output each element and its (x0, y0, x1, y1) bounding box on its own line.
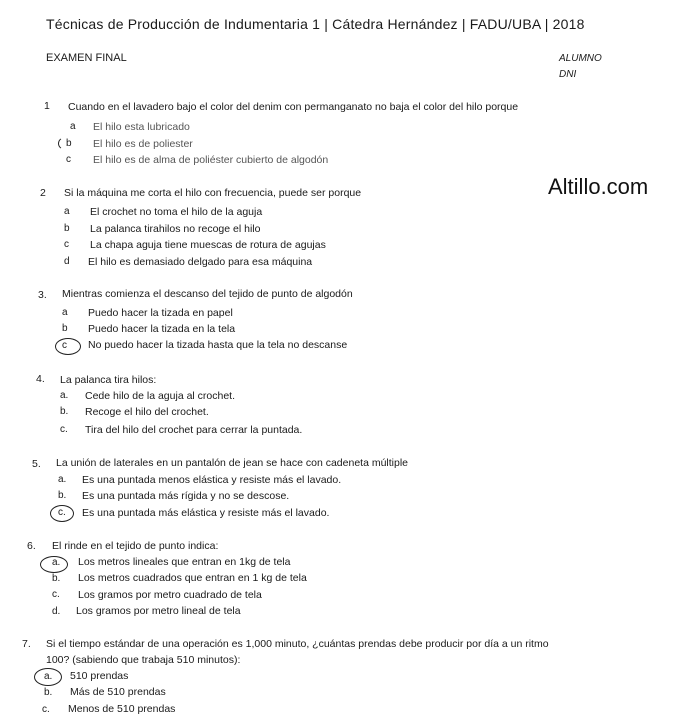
option-letter: a (62, 307, 68, 318)
option-letter: a. (52, 557, 61, 568)
exam-title: EXAMEN FINAL (46, 52, 127, 64)
option-text: Menos de 510 prendas (68, 703, 176, 715)
option-letter: c (66, 154, 71, 165)
option-text: El hilo es de alma de poliéster cubierto de algodón (93, 154, 329, 166)
option-text: Los gramos por metro cuadrado de tela (78, 589, 262, 601)
option-text: Los metros cuadrados que entran en 1 kg de tela (78, 572, 307, 584)
question-number: 6. (27, 540, 36, 552)
option-letter: b (64, 223, 70, 234)
option-text: Es una puntada más rígida y no se descose. (82, 490, 290, 502)
question-text: La palanca tira hilos: (60, 374, 157, 386)
option-text: Más de 510 prendas (70, 686, 166, 698)
option-letter: a. (58, 474, 67, 485)
option-text: El hilo esta lubricado (93, 121, 190, 133)
answer-circle (34, 668, 62, 686)
option-text: Es una puntada más elástica y resiste más el lavado. (82, 507, 330, 519)
option-letter: c. (60, 424, 68, 435)
option-text: No puedo hacer la tizada hasta que la tela no descanse (88, 339, 348, 351)
option-letter: c (64, 239, 69, 250)
option-text: Cede hilo de la aguja al crochet. (85, 390, 236, 402)
question-number: 2 (40, 187, 46, 199)
document-header: Técnicas de Producción de Indumentaria 1 | Cátedra Hernández | FADU/UBA | 2018 (46, 16, 585, 32)
option-letter: a (70, 121, 76, 132)
question-number: 1 (44, 100, 50, 112)
answer-circle (50, 505, 74, 522)
question-number: 3. (38, 289, 47, 301)
option-letter: c. (42, 704, 50, 715)
question-text: La unión de laterales en un pantalón de jean se hace con cadeneta múltiple (56, 457, 409, 469)
question-text: Mientras comienza el descanso del tejido de punto de algodón (62, 288, 353, 300)
option-text: 510 prendas (70, 670, 129, 682)
question-text: Si la máquina me corta el hilo con frecuencia, puede ser porque (64, 187, 362, 199)
option-letter: b. (58, 490, 67, 501)
option-letter: b (66, 138, 72, 149)
question-number: 4. (36, 373, 45, 385)
dni-label: DNI (559, 69, 577, 80)
answer-mark (58, 136, 78, 151)
option-letter: b (62, 323, 68, 334)
option-text: Puedo hacer la tizada en papel (88, 307, 233, 319)
option-text: Puedo hacer la tizada en la tela (88, 323, 236, 335)
option-letter: c. (52, 589, 60, 600)
question-text: Si el tiempo estándar de una operación es 1,000 minuto, ¿cuántas prendas debe producir por día a un ritmo (46, 638, 549, 650)
answer-circle (40, 556, 68, 573)
question-number: 7. (22, 638, 31, 650)
watermark: Altillo.com (548, 174, 649, 199)
option-text: Tira del hilo del crochet para cerrar la puntada. (85, 424, 303, 436)
answer-circle (55, 338, 81, 355)
option-letter: a. (60, 390, 69, 401)
option-text: Es una puntada menos elástica y resiste más el lavado. (82, 474, 342, 486)
question-text: Cuando en el lavadero bajo el color del denim con permanganato no baja el color del hilo porque (68, 101, 519, 113)
option-letter: a (64, 206, 70, 217)
option-letter: c (62, 340, 67, 351)
option-text: Los metros lineales que entran en 1kg de tela (78, 556, 291, 568)
option-letter: d. (52, 606, 61, 617)
option-text: La palanca tirahilos no recoge el hilo (90, 223, 261, 235)
option-text: La chapa aguja tiene muescas de rotura de agujas (90, 239, 326, 251)
question-text-continued: 100? (sabiendo que trabaja 510 minutos): (46, 654, 241, 666)
alumno-label: ALUMNO (559, 53, 602, 64)
question-text: El rinde en el tejido de punto indica: (52, 540, 219, 552)
option-text: El hilo es de poliester (93, 138, 193, 150)
option-text: El crochet no toma el hilo de la aguja (90, 206, 263, 218)
option-letter: a. (44, 671, 53, 682)
option-letter: b. (60, 406, 69, 417)
option-letter: d (64, 256, 70, 267)
option-text: El hilo es demasiado delgado para esa máquina (88, 256, 313, 268)
option-letter: c. (58, 507, 66, 518)
question-number: 5. (32, 458, 41, 470)
option-text: Los gramos por metro lineal de tela (76, 605, 241, 617)
option-letter: b. (52, 573, 61, 584)
option-letter: b. (44, 687, 53, 698)
option-text: Recoge el hilo del crochet. (85, 406, 209, 418)
